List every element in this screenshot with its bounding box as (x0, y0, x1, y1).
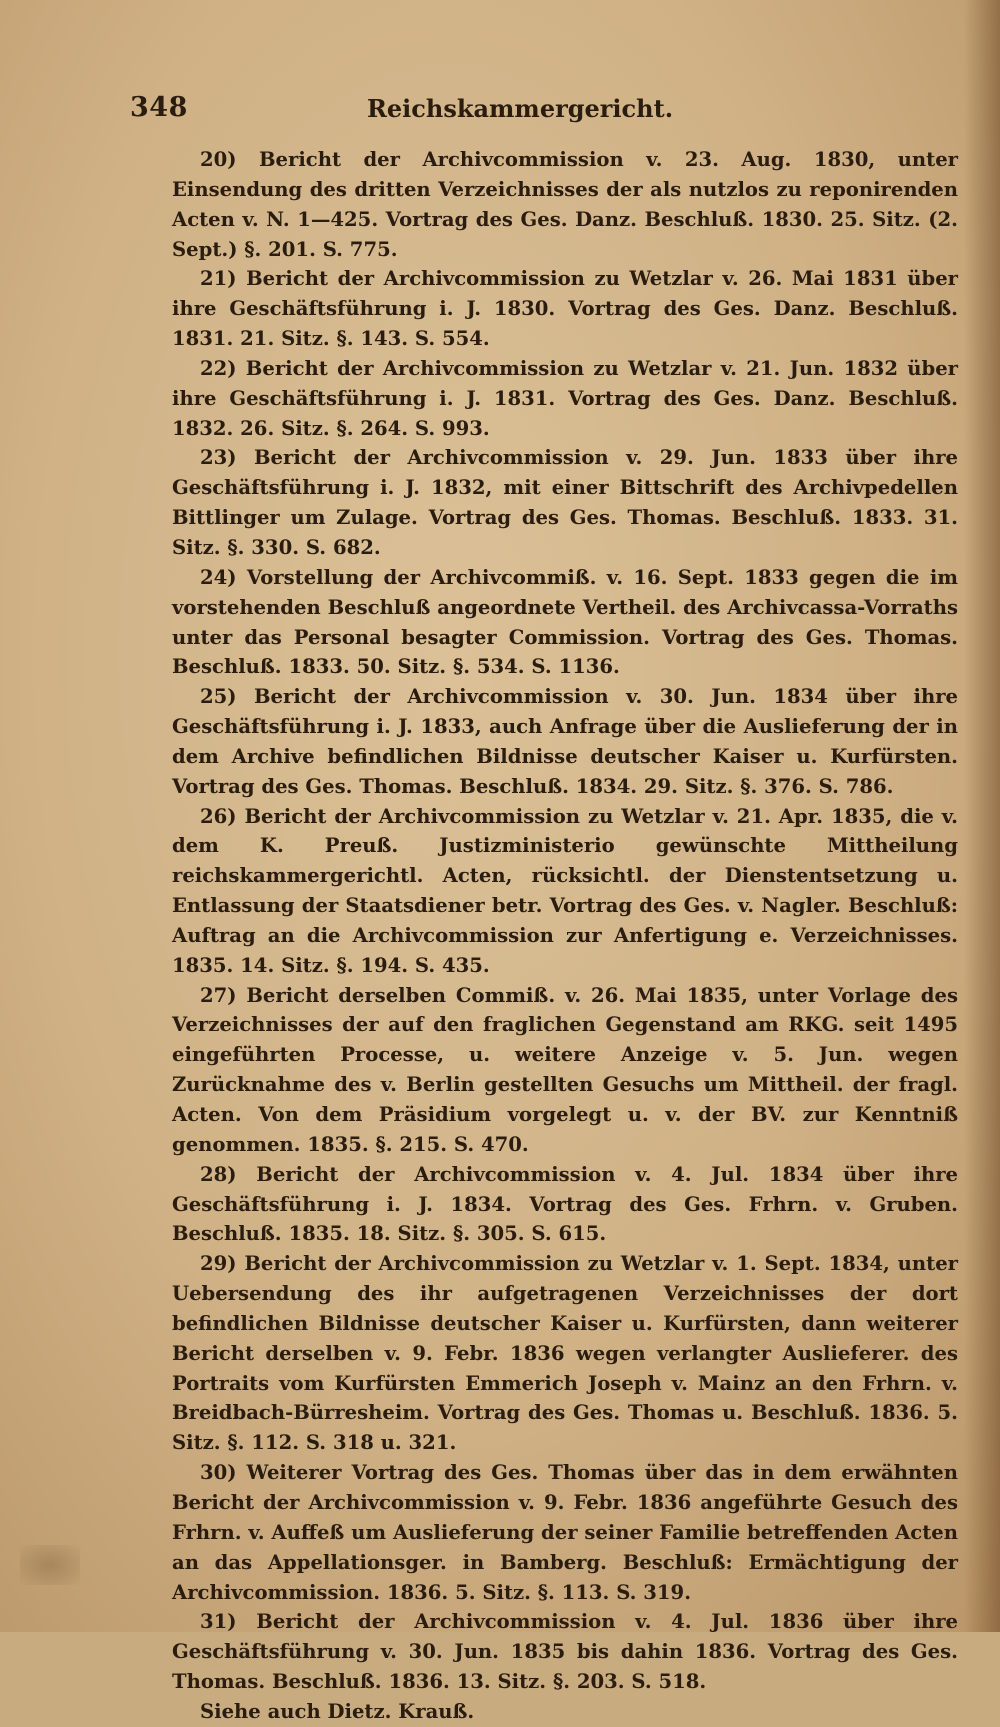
paper-stain (20, 1545, 80, 1585)
entry-25: 25) Bericht der Archivcommission v. 30. Jun. 1834 über ihre Geschäftsführung i. J. 1833, auch Anfrage über die Auslieferung der in dem Archive befindlichen Bildnisse deutscher Kaiser u. Kurfürsten. Vortrag des Ges. Thomas. Beschluß. 1834. 29. Sitz. §. 376. S. 786. (172, 685, 958, 798)
entry-31: 31) Bericht der Archivcommission v. 4. Jul. 1836 über ihre Geschäftsführung v. 30. Jun. 1835 bis dahin 1836. Vortrag des Ges. Thomas. Beschluß. 1836. 13. Sitz. §. 203. S. 518. (172, 1610, 958, 1694)
see-also-note: Siehe auch Dietz. Krauß. (200, 1699, 475, 1723)
entry-23: 23) Bericht der Archivcommission v. 29. Jun. 1833 über ihre Geschäftsführung i. J. 1832, mit einer Bittschrift des Archivpedellen Bittlinger um Zulage. Vortrag des Ges. Thomas. Beschluß. 1833. 31. Sitz. §. 330. S. 682. (172, 446, 958, 559)
page-number: 348 (130, 92, 188, 123)
entry-22: 22) Bericht der Archivcommission zu Wetzlar v. 21. Jun. 1832 über ihre Geschäftsführung i. J. 1831. Vortrag des Ges. Danz. Beschluß. 1832. 26. Sitz. §. 264. S. 993. (172, 356, 958, 440)
entry-29: 29) Bericht der Archivcommission zu Wetzlar v. 1. Sept. 1834, unter Uebersendung des ihr aufgetragenen Verzeichnisses der dort befindlichen Bildnisse deutscher Kaiser u. Kurfürsten, dann weiterer Bericht derselben v. 9. Febr. 1836 wegen verlangter Auslieferer. des Portraits vom Kurfürsten Emmerich Joseph v. Mainz an den Frhrn. v. Breidbach-Bürresheim. Vortrag des Ges. Thomas u. Beschluß. 1836. 5. Sitz. §. 112. S. 318 u. 321. (172, 1252, 958, 1455)
page-edge-shadow (964, 0, 1000, 1632)
entry-27: 27) Bericht derselben Commiß. v. 26. Mai 1835, unter Vorlage des Verzeichnisses der auf den fraglichen Gegenstand am RKG. seit 1495 eingeführten Processe, u. weitere Anzeige v. 5. Jun. wegen Zurücknahme des v. Berlin gestellten Gesuchs um Mittheil. der fragl. Acten. Von dem Präsidium vorgelegt u. v. der BV. zur Kenntniß genommen. 1835. §. 215. S. 470. (172, 983, 958, 1156)
entry-30: 30) Weiterer Vortrag des Ges. Thomas über das in dem erwähnten Bericht der Archivcommission v. 9. Febr. 1836 angeführte Gesuch des Frhrn. v. Auffeß um Auslieferung der seiner Familie betreffenden Acten an das Appellationsger. in Bamberg. Beschluß: Ermächtigung der Archivcommission. 1836. 5. Sitz. §. 113. S. 319. (172, 1461, 958, 1604)
entry-21: 21) Bericht der Archivcommission zu Wetzlar v. 26. Mai 1831 über ihre Geschäftsführung i. J. 1830. Vortrag des Ges. Danz. Beschluß. 1831. 21. Sitz. §. 143. S. 554. (172, 267, 958, 351)
entry-28: 28) Bericht der Archivcommission v. 4. Jul. 1834 über ihre Geschäftsführung i. J. 1834. Vortrag des Ges. Frhrn. v. Gruben. Beschluß. 1835. 18. Sitz. §. 305. S. 615. (172, 1162, 958, 1246)
page-header (130, 92, 840, 132)
entry-26: 26) Bericht der Archivcommission zu Wetzlar v. 21. Apr. 1835, die v. dem K. Preuß. Justizministerio gewünschte Mittheilung reichskammergerichtl. Acten, rücksichtl. der Dienstentsetzung u. Entlassung der Staatsdiener betr. Vortrag des Ges. v. Nagler. Beschluß: Auftrag an die Archivcommission zur Anfertigung e. Verzeichnisses. 1835. 14. Sitz. §. 194. S. 435. (172, 804, 958, 977)
entry-24: 24) Vorstellung der Archivcommiß. v. 16. Sept. 1833 gegen die im vorstehenden Beschluß angeordnete Vertheil. des Archivcassa-Vorraths unter das Personal besagter Commission. Vortrag des Ges. Thomas. Beschluß. 1833. 50. Sitz. §. 534. S. 1136. (172, 565, 958, 679)
entry-list (172, 145, 958, 1727)
running-title: Reichskammergericht. (366, 94, 674, 123)
entry-20: 20) Bericht der Archivcommission v. 23. Aug. 1830, unter Einsendung des dritten Verzeichnisses der als nutzlos zu reponirenden Acten v. N. 1—425. Vortrag des Ges. Danz. Beschluß. 1830. 25. Sitz. (2. Sept.) §. 201. S. 775. (172, 148, 958, 261)
